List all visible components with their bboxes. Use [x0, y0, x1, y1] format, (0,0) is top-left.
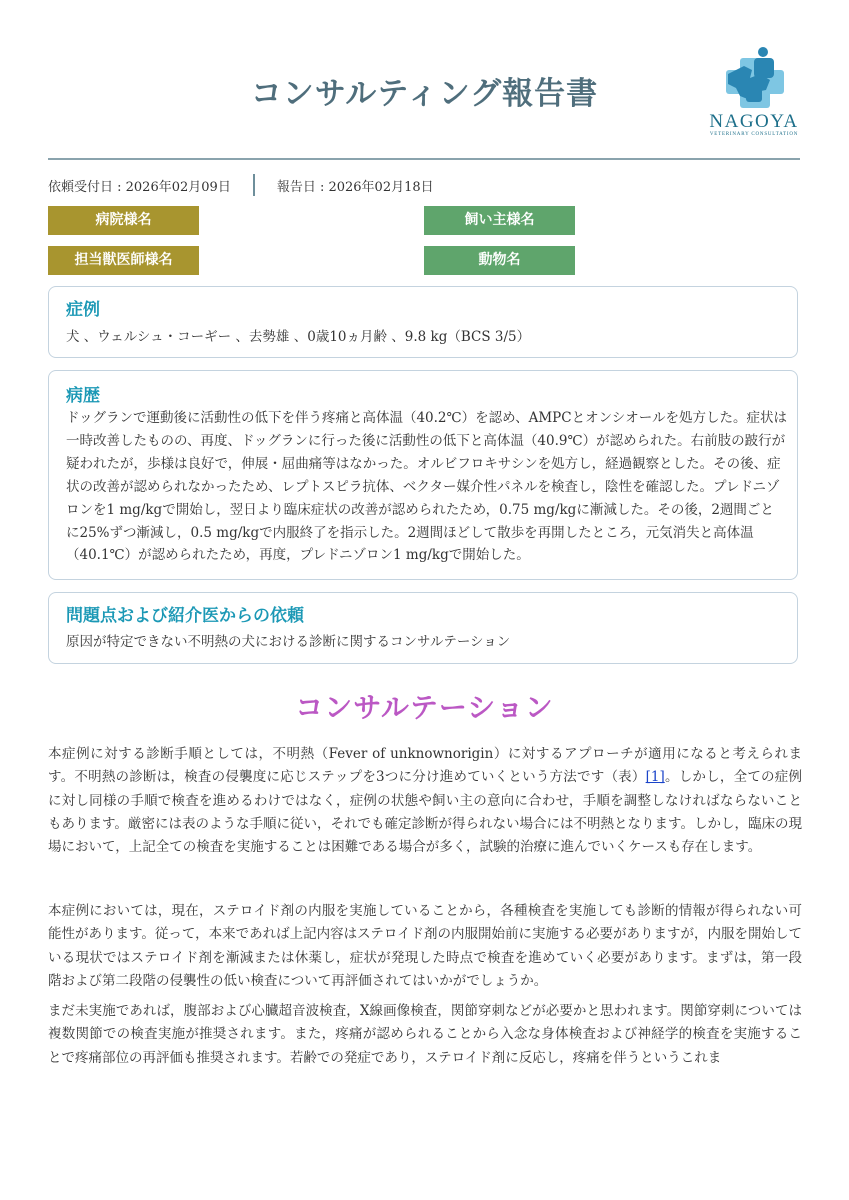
consultation-paragraph-1: [48, 743, 802, 859]
history-text: ドッグランで運動後に活動性の低下を伴う疼痛と高体温（40.2℃）を認め、AMPCとオンシオールを処方した。症状は一時改善したものの、再度、ドッグランに行った後に活動性の低下と高体温（40.9℃）が認められた。右前肢の跛行が疑われたが，歩様は良好で，伸展・屈曲痛等はなかった。オルビフロキサシンを処方し，経過観察とした。その後、症状の改善が認められなかったため、レプトスピラ抗体、ベクター媒介性パネルを検査し，陰性を確認した。プレドニゾロンを1 mg/kgで開始し，翌日より臨床症状の改善が認められたため，0.75 mg/kgに漸減した。その後，2週間ごとに25%ずつ漸減し，0.5 mg/kgで内服終了を指示した。2週間ほどして散歩を再開したところ，元気消失と高体温（40.1℃）が認められたため，再度，プレドニゾロン1 mg/kgで開始した。: [66, 410, 787, 564]
hospital-label: 病院様名: [48, 206, 199, 235]
vet-label: 担当獣医師様名: [48, 246, 199, 275]
reference-link[interactable]: [1]: [645, 769, 665, 786]
logo-subtitle: VETERINARY CONSULTATION: [709, 132, 799, 137]
paragraph-1-text-a: 本症例に対する診断手順としては，不明熱（Fever of unknownorigin）に対するアプローチが適用になると考えられます。不明熱の診断は，検査の侵襲度に応じステップを3つに分け進めていくという方法です（表）: [48, 746, 802, 786]
report-date: 報告日 : 2026年02月18日: [276, 179, 434, 195]
case-card: [48, 286, 798, 358]
logo-wordmark: NAGOYA: [709, 111, 799, 132]
problem-card: [48, 592, 798, 664]
consultation-heading: コンサルテーション: [295, 691, 554, 724]
header-divider: [48, 158, 800, 160]
report-title: コンサルティング報告書: [250, 76, 599, 112]
problem-text: 原因が特定できない不明熱の犬における診断に関するコンサルテーション: [66, 634, 511, 650]
received-date: 依頼受付日 : 2026年02月09日: [48, 179, 231, 195]
case-text: 犬 、ウェルシュ・コーギー 、去勢雄 、0歳10ヵ月齢 、9.8 kg（BCS 3/5）: [66, 329, 531, 345]
paragraph-1-text-b: 。しかし，全ての症例に対し同様の手順で検査を進めるわけではなく，症例の状態や飼い主の意向に合わせ，手順を調整しなければならないこともあります。厳密には表のような手順に従い，それでも確定診断が得られない場合には不明熱となります。しかし，臨床の現場において，上記全ての検査を実施することは困難である場合が多く，試験的治療に進んでいくケースも存在します。: [48, 769, 802, 856]
date-line: [48, 174, 434, 196]
history-card: [48, 370, 798, 580]
case-heading: 症例: [66, 300, 100, 320]
consultation-paragraph-3: まだ未実施であれば，腹部および心臓超音波検査，X線画像検査，関節穿刺などが必要かと思われます。関節穿刺については複数関節での検査実施が推奨されます。また，疼痛が認められることから入念な身体検査および神経学的検査を実施することで疼痛部位の再評価も推奨されます。若齢での発症であり，ステロイド剤に反応し，疼痛を伴うというこれま: [48, 1003, 802, 1066]
owner-label: 飼い主様名: [424, 206, 575, 235]
history-heading: 病歴: [66, 386, 100, 406]
consultation-paragraph-2: 本症例においては，現在，ステロイド剤の内服を実施していることから，各種検査を実施しても診断的情報が得られない可能性があります。従って，本来であれば上記内容はステロイド剤の内服開始前に実施する必要がありますが，内服を開始している現状ではステロイド剤を漸減または休薬し，症状が発現した時点で検査を進めていく必要があります。まずは，第一段階および第二段階の侵襲性の低い検査について再評価されてはいかがでしょうか。: [48, 903, 802, 989]
animal-label: 動物名: [424, 246, 575, 275]
problem-heading: 問題点および紹介医からの依頼: [66, 606, 304, 626]
date-separator: [253, 174, 255, 196]
